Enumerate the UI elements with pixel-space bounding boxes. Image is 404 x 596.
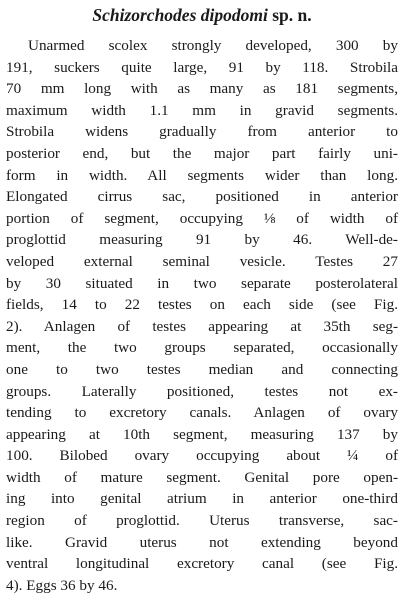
paragraph-line: posterior end, but the major part fairly uni- bbox=[6, 144, 398, 162]
paragraph-line: tending to excretory canals. Anlagen of ovary bbox=[6, 404, 398, 422]
paragraph-line: region of proglottid. Uterus transverse, sac- bbox=[6, 512, 398, 530]
paragraph-line: Unarmed scolex strongly developed, 300 by bbox=[28, 37, 398, 54]
paragraph-line: Strobila widens gradually from anterior to bbox=[6, 123, 398, 141]
paragraph-line: proglottid measuring 91 by 46. Well-de- bbox=[6, 231, 398, 249]
paragraph-line: maximum width 1.1 mm in gravid segments. bbox=[6, 101, 398, 119]
paragraph-line: Elongated cirrus sac, positioned in anterior bbox=[6, 188, 398, 206]
paragraph-line: ventral longitudinal excretory canal (see Fig. bbox=[6, 555, 398, 573]
paragraph-line: fields, 14 to 22 testes on each side (see Fig. bbox=[6, 296, 398, 314]
paragraph-line: 191, suckers quite large, 91 by 118. Strobila bbox=[6, 58, 398, 76]
paragraph-line: ment, the two groups separated, occasionally bbox=[6, 339, 398, 357]
species-heading bbox=[0, 5, 404, 26]
species-suffix: sp. n. bbox=[267, 5, 312, 25]
paragraph-line: groups. Laterally positioned, testes not ex- bbox=[6, 382, 398, 400]
paragraph-line: appearing at 10th segment, measuring 137 by bbox=[6, 425, 398, 443]
paragraph-line: veloped external seminal vesicle. Testes 27 bbox=[6, 252, 398, 270]
species-description bbox=[6, 35, 398, 596]
paragraph-line: width of mature segment. Genital pore open- bbox=[6, 468, 398, 486]
paragraph-line: by 30 situated in two separate posterolateral bbox=[6, 274, 398, 292]
paragraph-line: portion of segment, occupying ⅛ of width of bbox=[6, 209, 398, 227]
paragraph-line: ing into genital atrium in anterior one-third bbox=[6, 490, 398, 508]
paragraph-line: one to two testes median and connecting bbox=[6, 360, 398, 378]
species-name: Schizorchodes dipodomi bbox=[92, 5, 268, 25]
paragraph-line: 100. Bilobed ovary occupying about ¼ of bbox=[6, 447, 398, 465]
paragraph-line: 70 mm long with as many as 181 segments, bbox=[6, 80, 398, 98]
paragraph-line: 4). Eggs 36 by 46. bbox=[6, 576, 118, 594]
paragraph-line: like. Gravid uterus not extending beyond bbox=[6, 533, 398, 551]
paragraph-line: form in width. All segments wider than long. bbox=[6, 166, 398, 184]
paragraph-line: 2). Anlagen of testes appearing at 35th seg- bbox=[6, 317, 398, 335]
